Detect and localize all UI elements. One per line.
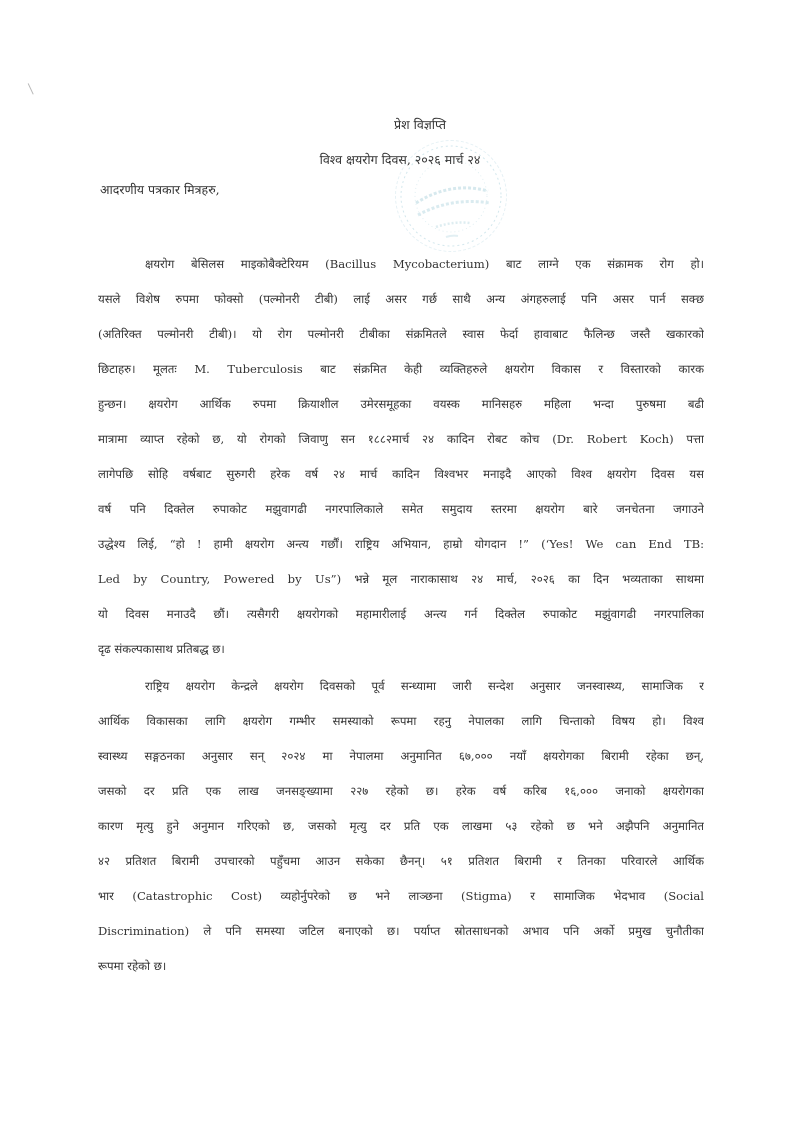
- paragraph-2: [98, 669, 704, 984]
- paragraph-1-line: वर्ष पनि दिक्तेल रुपाकोट मझुवागढी नगरपालिकाले समेत समुदाय स्तरमा क्षयरोग बारे जनचेतना जगाउने: [98, 502, 704, 516]
- paragraph-1-line: छिटाहरु। मूलतः M. Tuberculosis बाट संक्रमित केही व्यक्तिहरुले क्षयरोग विकास र विस्तारको कारक: [98, 362, 704, 376]
- paragraph-2-line: Discrimination) ले पनि समस्या जटिल बनाएको छ। पर्याप्त स्रोतसाधनको अभाव पनि अर्को प्रमुख चुनौतीका: [98, 924, 704, 938]
- paragraph-2-line: रूपमा रहेको छ।: [98, 959, 167, 973]
- paragraph-1-line: क्षयरोग बेसिलस माइकोबैक्टेरियम (Bacillus Mycobacterium) बाट लाग्ने एक संक्रामक रोग हो।: [145, 257, 704, 271]
- paragraph-1-line: उद्धेश्य लिई, “हो ! हामी क्षयरोग अन्त्य गर्छौं। राष्ट्रिय अभियान, हाम्रो योगदान !” (‘Yes! We can End TB:: [98, 537, 704, 551]
- paragraph-1-line: यो दिवस मनाउदै छौं। त्यसैगरी क्षयरोगको महामारीलाई अन्त्य गर्न दिक्तेल रुपाकोट मझुंवागढी नगरपालिका: [98, 607, 704, 621]
- paragraph-2-line: राष्ट्रिय क्षयरोग केन्द्रले क्षयरोग दिवसको पूर्व सन्ध्यामा जारी सन्देश अनुसार जनस्वास्थ्य, सामाजिक र: [145, 679, 704, 693]
- paragraph-1: [98, 247, 704, 667]
- document-heading: प्रेश विज्ञप्ति: [394, 117, 446, 132]
- document-subheading: विश्व क्षयरोग दिवस, २०२६ मार्च २४: [319, 152, 481, 167]
- paragraph-1-line: लागेपछि सोहि वर्षबाट सुरुगरी हरेक वर्ष २४ मार्च कादिन विश्वभर मनाइदै आएको विश्व क्षयरोग दिवस यस: [98, 467, 704, 481]
- scan-mark: [28, 82, 38, 95]
- paragraph-2-line: आर्थिक विकासका लागि क्षयरोग गम्भीर समस्याको रूपमा रहनु नेपालका लागि चिन्ताको विषय हो। विश्व: [98, 714, 704, 728]
- paragraph-2-line: जसको दर प्रति एक लाख जनसङ्ख्यामा २२७ रहेको छ। हरेक वर्ष करिब १६,००० जनाको क्षयरोगका: [98, 784, 704, 798]
- paragraph-1-line: दृढ संकल्पकासाथ प्रतिबद्ध छ।: [98, 642, 225, 656]
- paragraph-2-line: भार (Catastrophic Cost) व्यहोर्नुपरेको छ भने लाञ्छना (Stigma) र सामाजिक भेदभाव (Social: [98, 889, 704, 903]
- paragraph-2-line: ४२ प्रतिशत बिरामी उपचारको पहुँचमा आउन सकेका छैनन्। ५१ प्रतिशत बिरामी र तिनका परिवारले आर्थिक: [98, 854, 704, 868]
- paragraph-1-line: यसले विशेष रुपमा फोक्सो (पल्मोनरी टीबी) लाई असर गर्छ साथै अन्य अंगहरुलाई पनि असर पार्न सक्छ: [98, 292, 704, 306]
- paragraph-1-line: हुन्छन। क्षयरोग आर्थिक रुपमा क्रियाशील उमेरसमूहका वयस्क मानिसहरु महिला भन्दा पुरुषमा बढी: [98, 397, 704, 411]
- paragraph-1-line: (अतिरिक्त पल्मोनरी टीबी)। यो रोग पल्मोनरी टीबीका संक्रमितले स्वास फेर्दा हावाबाट फैलिन्छ जस्तै खकारको: [98, 327, 704, 341]
- paragraph-1-line: Led by Country, Powered by Us”) भन्ने मूल नाराकासाथ २४ मार्च, २०२६ का दिन भव्यताका साथमा: [98, 572, 704, 586]
- paragraph-1-line: मात्रामा व्याप्त रहेको छ, यो रोगको जिवाणु सन १८८२मार्च २४ कादिन रोबट कोच (Dr. Robert Koch) पत्ता: [98, 432, 704, 446]
- paragraph-2-line: स्वास्थ्य सङ्गठनका अनुसार सन् २०२४ मा नेपालमा अनुमानित ६७,००० नयाँ क्षयरोगका बिरामी रहेका छन्,: [98, 749, 704, 763]
- salutation: आदरणीय पत्रकार मित्रहरु,: [100, 182, 220, 197]
- paragraph-2-line: कारण मृत्यु हुने अनुमान गरिएको छ, जसको मृत्यु दर प्रति एक लाखमा ५३ रहेको छ भने अझैपनि अनुमानित: [98, 819, 704, 833]
- office-seal-stamp-icon: [395, 140, 507, 252]
